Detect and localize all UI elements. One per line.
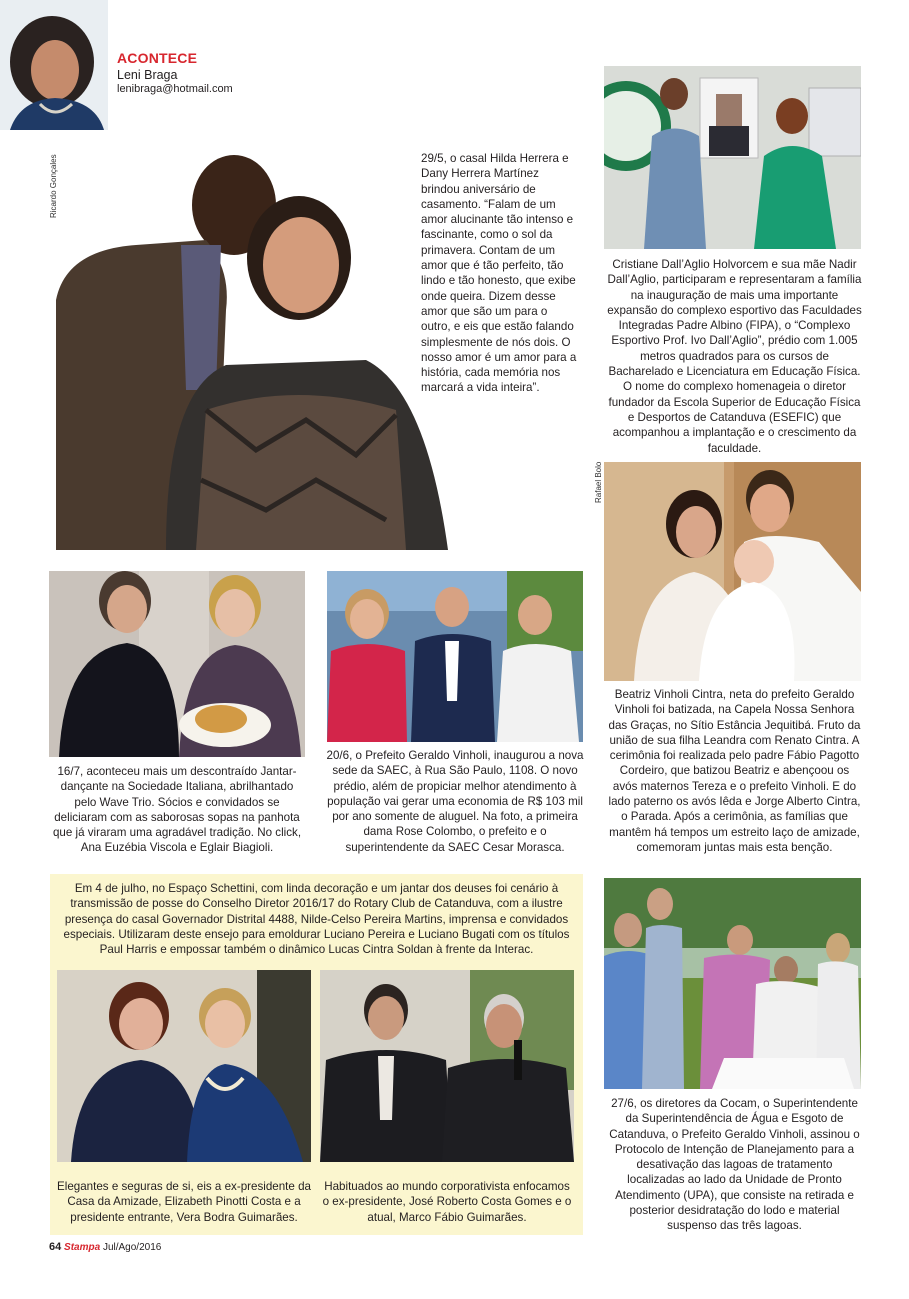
author-name: Leni Braga: [117, 68, 178, 82]
magazine-name: Stampa: [64, 1242, 101, 1253]
photo-credit: Rafael Bolo: [594, 461, 603, 503]
jantar-photo: [49, 571, 305, 757]
page-number: 64: [49, 1241, 62, 1253]
couple-caption: 29/5, o casal Hilda Herrera e Dany Herrera Martínez brindou aniversário de casamento. “Falam de um amor alucinante tão intenso e fascinante, como o sol da primavera. Contam de um amor que é tão perfeito, tão lindo e tão honesto, que exibe onde queira. Dizem desse amor que são um para o outro, e eis que estão falando simplesmente de nós dois. O nosso amor é um amor para a história, cada memória nos marcará a vida inteira”.: [421, 152, 577, 395]
cocam-photo: [604, 878, 861, 1089]
cocam-caption: 27/6, os diretores da Cocam, o Superintendente da Superintendência de Água e Esgoto de Catanduva, o Prefeito Geraldo Vinholi, assinou o Protocolo de Intenção de Planejamento para a desativação das lagoas de tratamento localizadas ao lado da Unidade de Pronto Atendimento (UPA), que consiste na retirada e posterior desidratação do lodo e material suspenso das três lagoas.: [609, 1097, 860, 1233]
corporativo-photo: [320, 970, 574, 1162]
columnist-photo: [0, 0, 108, 130]
fipa-caption: Cristiane Dall’Aglio Holvorcem e sua mãe Nadir Dall’Aglio, participaram e representaram a família na inauguração de mais uma importante expansão do complexo esportivo das Faculdades Integradas Padre Albino (FIPA), o “Complexo Esportivo Prof. Ivo Dall’Aglio”, prédio com 1.005 metros quadrados para os cursos de Bacharelado e Licenciatura em Educação Física. O nome do complexo homenageia o diretor fundador da Escola Superior de Educação Física e Desportos de Catanduva (ESEFIC) que acompanhou a implantação e o crescimento da faculdade.: [607, 258, 862, 455]
issue-date: Jul/Ago/2016: [102, 1242, 162, 1253]
rotary-intro: Em 4 de julho, no Espaço Schettini, com linda decoração e um jantar dos deuses foi cenário à transmissão de posse do Conselho Diretor 2016/17 do Rotary Club de Catanduva, com a ilustre presença do casal Governador Distrital 4488, Nilde-Celso Pereira Martins, imprensa e convidados especiais. Utilizaram deste ensejo para emoldurar Luciano Pereira e Luciano Bugati com os títulos Paul Harris e empossar também o dinâmico Lucas Cintra Soldan à frente da Interac.: [63, 882, 570, 957]
author-email[interactable]: lenibraga@hotmail.com: [117, 83, 233, 95]
section-title: ACONTECE: [117, 50, 198, 66]
beatriz-caption: Beatriz Vinholi Cintra, neta do prefeito Geraldo Vinholi foi batizada, na Capela Nossa Senhora das Graças, no Sítio Estância Jequitibá. Fruto da união de sua filha Leandra com Renato Cintra. A cerimônia foi realizada pelo padre Fábio Pagotto Cordeiro, que batizou Beatriz e abençoou os avós maternos Tereza e o prefeito Vinholi. E do lado paterno os avós Iêda e Jorge Alberto Cintra, o Parada. Após a cerimônia, as famílias que mantêm há tempos um estreito laço de amizade, comemoram juntas mais esta benção.: [608, 688, 861, 854]
fipa-photo: [604, 66, 861, 249]
page-footer: [49, 1241, 161, 1253]
beatriz-photo: [604, 462, 861, 681]
photo-credit: Ricardo Gonçales: [49, 154, 58, 218]
casa-amizade-caption: Elegantes e seguras de si, eis a ex-presidente da Casa da Amizade, Elizabeth Pinotti Costa e a presidente entrante, Vera Bodra Guimarães.: [57, 1180, 311, 1224]
saec-photo: [327, 571, 583, 742]
jantar-caption: 16/7, aconteceu mais um descontraído Jantar-dançante na Sociedade Italiana, abrilhantado pelo Wave Trio. Sócios e convidados se deliciaram com as saborosas sopas na panhota que já viraram uma agradável tradição. No click, Ana Euzébia Viscola e Eglair Biagioli.: [52, 765, 302, 855]
casa-amizade-photo: [57, 970, 311, 1162]
corporativo-caption: Habituados ao mundo corporativista enfocamos o ex-presidente, José Roberto Costa Gomes e o atual, Marco Fábio Guimarães.: [322, 1180, 572, 1224]
saec-caption: 20/6, o Prefeito Geraldo Vinholi, inaugurou a nova sede da SAEC, à Rua São Paulo, 1108. O novo prédio, além de propiciar melhor atendimento à população vai gerar uma economia de R$ 103 mil por ano somente de aluguel. Na foto, a primeira dama Rose Colombo, o prefeito e o superintendente da SAEC Cesar Morasca.: [326, 749, 584, 854]
couple-photo: [56, 150, 448, 550]
